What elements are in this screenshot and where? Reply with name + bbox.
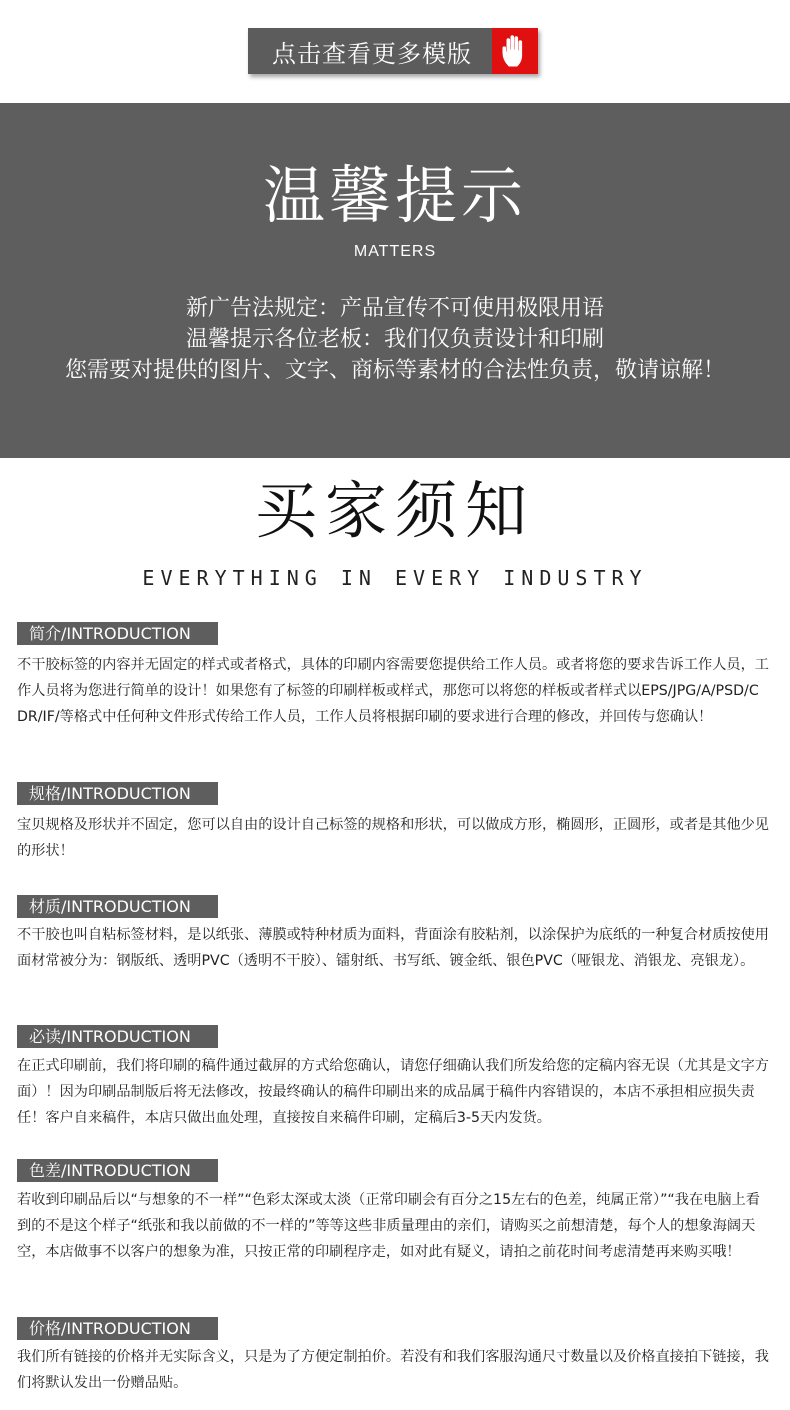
notice-banner xyxy=(0,103,790,458)
section-header: 价格/INTRODUCTION xyxy=(17,1317,218,1340)
notice-line: 温馨提示各位老板：我们仅负责设计和印刷 xyxy=(185,327,604,352)
section-body: 宝贝规格及形状并不固定，您可以自由的设计自己标签的规格和形状，可以做成方形，椭圆形，正圆形，或者是其他少见的形状！ xyxy=(17,817,769,859)
section-body: 若收到印刷品后以“与想象的不一样”“色彩太深或太淡（正常印刷会有百分之15左右的色差，纯属正常）”“我在电脑上看到的不是这个样子“纸张和我以前做的不一样的”等等这些非质量理由的亲们，请购买之前想清楚，每个人的想象海阔天空，本店做事不以客户的想象为准，只按正常的印刷程序走，如对此有疑义，请拍之前花时间考虑清楚再来购买哦！ xyxy=(17,1192,760,1260)
hand-icon xyxy=(492,28,538,74)
notice-lines xyxy=(0,293,790,386)
section-header: 简介/INTRODUCTION xyxy=(17,622,218,645)
section-body: 不干胶也叫自粘标签材料，是以纸张、薄膜或特种材质为面料，背面涂有胶粘剂，以涂保护为底纸的一种复合材质按使用面材常被分为：钢版纸、透明PVC（透明不干胶）、镭射纸、书写纸、镀金纸、银色PVC（哑银龙、消银龙、亮银龙）。 xyxy=(17,927,769,969)
notice-line: 新广告法规定：产品宣传不可使用极限用语 xyxy=(185,296,604,321)
notice-subtitle: MATTERS xyxy=(353,243,437,260)
notice-line: 您需要对提供的图片、文字、商标等素材的合法性负责，敬请谅解！ xyxy=(64,358,725,383)
buyer-title: 买家须知 xyxy=(254,474,535,547)
section-header: 规格/INTRODUCTION xyxy=(17,782,218,805)
section-header: 材质/INTRODUCTION xyxy=(17,895,218,918)
more-templates-button[interactable] xyxy=(248,28,538,74)
section-body: 不干胶标签的内容并无固定的样式或者格式，具体的印刷内容需要您提供给工作人员。或者将您的要求告诉工作人员，工作人员将为您进行简单的设计！如果您有了标签的印刷样板或样式，那您可以将您的样板或者样式以EPS/JPG/A/PSD/CDR/IF/等格式中任何种文件形式传给工作人员，工作人员将根据印刷的要求进行合理的修改，并回传与您确认！ xyxy=(17,657,769,725)
section-header: 必读/INTRODUCTION xyxy=(17,1025,218,1048)
section-header: 色差/INTRODUCTION xyxy=(17,1159,218,1182)
section-body: 在正式印刷前，我们将印刷的稿件通过截屏的方式给您确认，请您仔细确认我们所发给您的定稿内容无误（尤其是文字方面）！因为印刷品制版后将无法修改，按最终确认的稿件印刷出来的成品属于稿件内容错误的，本店不承担相应损失责任！客户自来稿件，本店只做出血处理，直接按自来稿件印刷，定稿后3-5天内发货。 xyxy=(17,1058,769,1126)
buyer-subtitle: EVERYTHING IN EVERY INDUSTRY xyxy=(142,566,648,590)
more-templates-label: 点击查看更多模版 xyxy=(272,39,472,68)
section-body: 我们所有链接的价格并无实际含义，只是为了方便定制拍价。若没有和我们客服沟通尺寸数量以及价格直接拍下链接，我们将默认发出一份赠品贴。 xyxy=(17,1349,769,1391)
notice-title: 温馨提示 xyxy=(262,159,527,232)
